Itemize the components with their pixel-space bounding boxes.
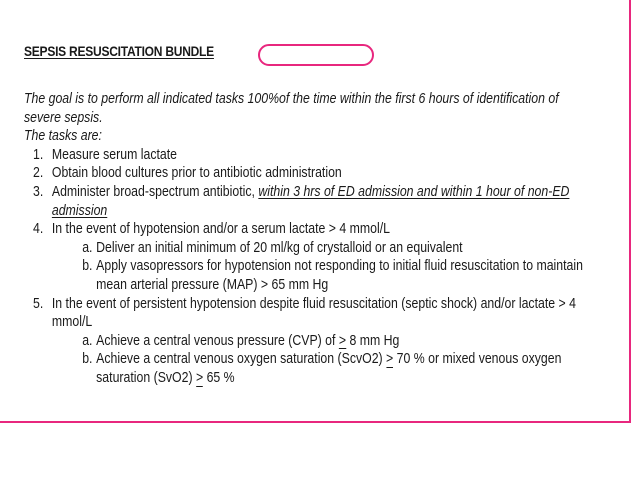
item-text-underlined: admission <box>51 201 108 219</box>
sub-item-text: 8 mm Hg <box>346 331 400 349</box>
sub-item-text: Achieve a central venous oxygen saturation (ScvO2) <box>96 350 387 368</box>
sub-item-text: mean arterial pressure (MAP) > 65 mm Hg <box>96 275 329 293</box>
sub-item-text: 65 % <box>203 368 235 386</box>
greater-equal-symbol: > <box>338 331 347 349</box>
item-number: 2. <box>33 164 44 182</box>
goal-line-1: The goal is to perform all indicated tasks 100%of the time within the first 6 hours of identification of <box>24 90 559 107</box>
list-item <box>24 146 582 165</box>
greater-equal-symbol: > <box>195 368 204 386</box>
item-text-underlined: within 3 hrs of ED admission and within 1 hour of non-ED <box>258 182 570 200</box>
bundle-content <box>24 90 582 388</box>
item-text: Obtain blood cultures prior to antibiotic administration <box>51 164 342 182</box>
list-item-continuation <box>24 313 582 332</box>
list-item <box>24 220 582 239</box>
item-text: mmol/L <box>51 313 93 331</box>
sub-item-continuation <box>24 369 582 388</box>
list-item <box>24 183 582 202</box>
item-number: 5. <box>33 294 44 312</box>
item-number: 4. <box>33 220 44 238</box>
goal-line-2: severe sepsis. <box>24 108 103 126</box>
sub-item <box>24 332 582 351</box>
tasks-intro: The tasks are: <box>24 127 102 145</box>
item-number: 1. <box>33 145 44 163</box>
sub-item-text: Deliver an initial minimum of 20 ml/kg of crystalloid or an equivalent <box>96 238 463 256</box>
greater-equal-symbol: > <box>386 350 394 368</box>
item-text: In the event of persistent hypotension despite fluid resuscitation (septic shock) and/or lactate > 4 <box>51 294 576 312</box>
item-text: Measure serum lactate <box>51 145 177 163</box>
item-number: 3. <box>33 182 44 200</box>
list-item <box>24 295 582 314</box>
list-item-continuation <box>24 202 582 221</box>
sub-item <box>24 239 582 258</box>
sub-item-letter: a. <box>82 331 93 349</box>
sub-item-text: Achieve a central venous pressure (CVP) of <box>96 331 339 349</box>
sub-item-letter: b. <box>82 350 93 368</box>
sub-item <box>24 257 582 276</box>
sub-item-letter: b. <box>82 257 93 275</box>
item-text: In the event of hypotension and/or a serum lactate > 4 mmol/L <box>51 220 390 238</box>
page-title: SEPSIS RESUSCITATION BUNDLE <box>24 43 214 59</box>
sub-item <box>24 350 582 369</box>
list-item <box>24 164 582 183</box>
sub-item-text: Apply vasopressors for hypotension not responding to initial fluid resuscitation to maintain <box>96 257 583 275</box>
sub-item-continuation <box>24 276 582 295</box>
sub-item-text: 70 % or mixed venous oxygen <box>393 350 562 368</box>
highlight-pill <box>258 44 374 66</box>
sub-item-text: saturation (SvO2) <box>96 368 196 386</box>
item-text: Administer broad-spectrum antibiotic, <box>51 182 259 200</box>
sub-item-letter: a. <box>82 238 93 256</box>
